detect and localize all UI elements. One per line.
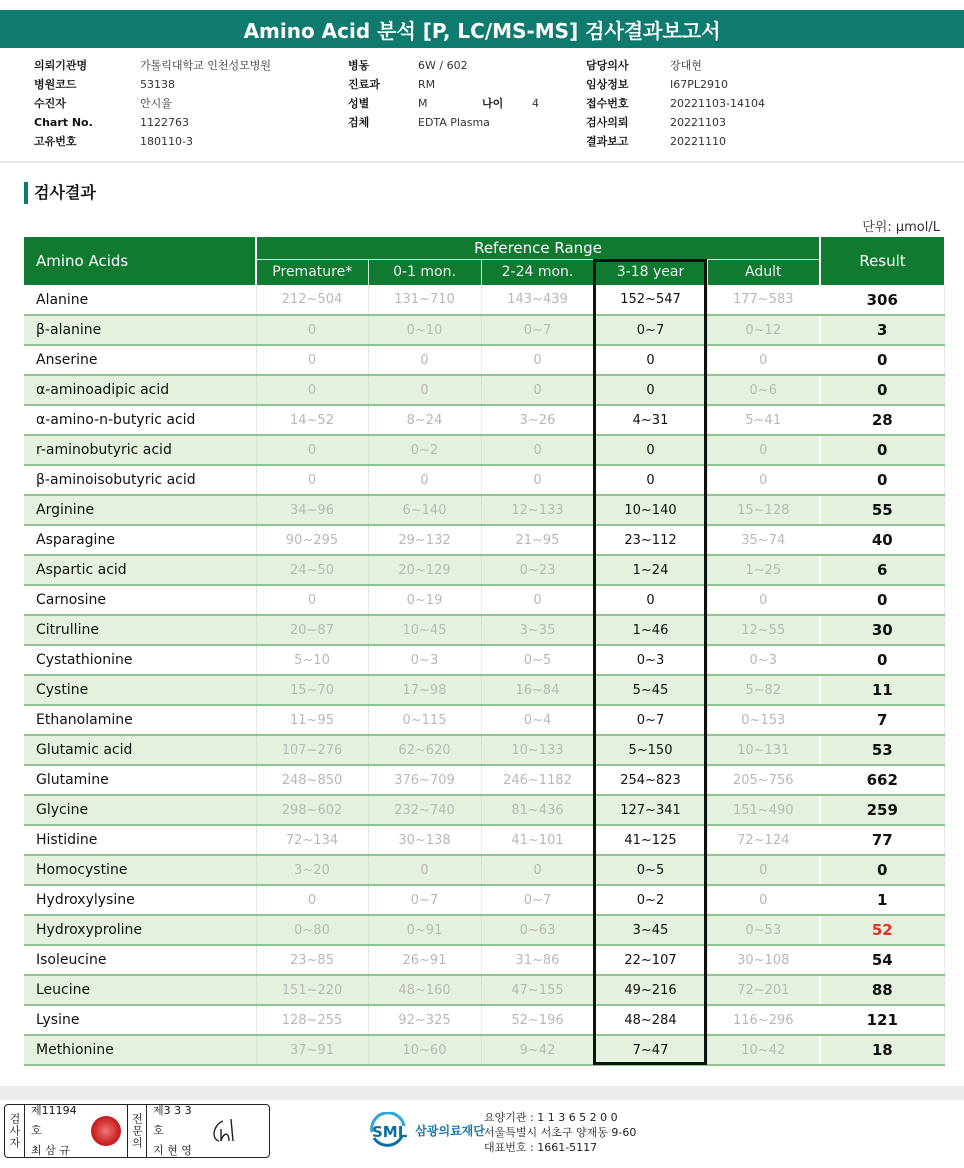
reference-value: 15~70	[256, 675, 368, 705]
reference-value: 5~45	[594, 675, 707, 705]
amino-acid-name: Cystine	[24, 675, 256, 705]
reference-value: 0~7	[594, 705, 707, 735]
reference-value: 0	[707, 345, 820, 375]
reference-value: 0	[481, 465, 594, 495]
reference-value: 34~96	[256, 495, 368, 525]
result-value: 54	[820, 945, 944, 975]
amino-acid-name: Hydroxyproline	[24, 915, 256, 945]
header-ref-column: 0-1 mon.	[368, 259, 481, 285]
amino-acid-name: β-alanine	[24, 315, 256, 345]
results-body	[24, 285, 944, 1065]
reference-value: 29~132	[368, 525, 481, 555]
reference-value: 107~276	[256, 735, 368, 765]
footer-line: 요양기관 : 1 1 3 6 5 2 0 0	[484, 1111, 618, 1124]
result-value: 662	[820, 765, 944, 795]
table-row	[24, 375, 944, 405]
amino-acid-name: α-amino-n-butyric acid	[24, 405, 256, 435]
table-row	[24, 945, 944, 975]
reference-value: 0~80	[256, 915, 368, 945]
result-value: 0	[820, 855, 944, 885]
table-row	[24, 465, 944, 495]
reference-value: 248~850	[256, 765, 368, 795]
table-row	[24, 435, 944, 465]
result-value: 11	[820, 675, 944, 705]
reference-value: 0~91	[368, 915, 481, 945]
header-result: Result	[820, 237, 944, 285]
table-row	[24, 525, 944, 555]
amino-acid-name: Asparagine	[24, 525, 256, 555]
reference-value: 0~19	[368, 585, 481, 615]
info-column-3	[586, 56, 765, 151]
result-value: 77	[820, 825, 944, 855]
reference-value: 0	[481, 855, 594, 885]
reference-value: 128~255	[256, 1005, 368, 1035]
signature-icon	[205, 1111, 241, 1151]
amino-acid-name: α-aminoadipic acid	[24, 375, 256, 405]
reference-value: 48~284	[594, 1005, 707, 1035]
table-row	[24, 405, 944, 435]
result-value: 18	[820, 1035, 944, 1065]
reference-value: 0~3	[594, 645, 707, 675]
reference-value: 41~125	[594, 825, 707, 855]
reference-value: 90~295	[256, 525, 368, 555]
reference-value: 24~50	[256, 555, 368, 585]
info-row: 접수번호 20221103-14104	[586, 97, 765, 110]
result-value: 121	[820, 1005, 944, 1035]
result-value: 52	[820, 915, 944, 945]
logo-icon	[368, 1112, 408, 1148]
reference-value: 0	[256, 465, 368, 495]
amino-acid-name: Glycine	[24, 795, 256, 825]
reference-value: 26~91	[368, 945, 481, 975]
info-row: 병동 6W / 602	[348, 59, 468, 72]
table-row	[24, 885, 944, 915]
reference-value: 21~95	[481, 525, 594, 555]
table-row	[24, 795, 944, 825]
table-row	[24, 915, 944, 945]
reference-value: 52~196	[481, 1005, 594, 1035]
reference-value: 0~153	[707, 705, 820, 735]
amino-acid-name: Citrulline	[24, 615, 256, 645]
result-value: 0	[820, 375, 944, 405]
reference-value: 0	[368, 855, 481, 885]
reference-value: 8~24	[368, 405, 481, 435]
table-row	[24, 765, 944, 795]
amino-acid-name: r-aminobutyric acid	[24, 435, 256, 465]
reference-value: 0~7	[481, 315, 594, 345]
reference-value: 0~63	[481, 915, 594, 945]
reference-value: 0~5	[481, 645, 594, 675]
reference-value: 37~91	[256, 1035, 368, 1065]
seal-stamp	[91, 1116, 121, 1146]
divider	[0, 161, 964, 163]
reference-value: 0	[481, 585, 594, 615]
reference-value: 17~98	[368, 675, 481, 705]
table-row	[24, 975, 944, 1005]
reference-value: 0~4	[481, 705, 594, 735]
footer-band	[0, 1086, 964, 1100]
amino-acid-name: Carnosine	[24, 585, 256, 615]
amino-acid-name: Glutamine	[24, 765, 256, 795]
reference-value: 20~87	[256, 615, 368, 645]
reference-value: 3~20	[256, 855, 368, 885]
reference-value: 23~112	[594, 525, 707, 555]
results-table	[24, 237, 945, 1066]
reference-value: 127~341	[594, 795, 707, 825]
reference-value: 15~128	[707, 495, 820, 525]
reference-value: 0	[368, 465, 481, 495]
reference-value: 0	[707, 465, 820, 495]
info-row: 검사의뢰 20221103	[586, 116, 726, 129]
reference-value: 0	[707, 435, 820, 465]
reference-value: 35~74	[707, 525, 820, 555]
reference-value: 30~108	[707, 945, 820, 975]
amino-acid-name: Isoleucine	[24, 945, 256, 975]
info-row: 성별 M 나이 4	[348, 94, 539, 113]
reference-value: 72~134	[256, 825, 368, 855]
reference-value: 0	[594, 345, 707, 375]
reference-value: 0~53	[707, 915, 820, 945]
reference-value: 0	[256, 435, 368, 465]
result-value: 88	[820, 975, 944, 1005]
result-value: 28	[820, 405, 944, 435]
info-column-2	[348, 56, 539, 132]
reference-value: 0~115	[368, 705, 481, 735]
result-value: 0	[820, 435, 944, 465]
footer-info	[484, 1110, 636, 1155]
reference-value: 22~107	[594, 945, 707, 975]
reference-value: 254~823	[594, 765, 707, 795]
footer-logo	[368, 1112, 485, 1148]
logo-text: SML	[372, 1123, 408, 1141]
table-row	[24, 855, 944, 885]
signer-2	[147, 1105, 205, 1157]
amino-acid-name: Ethanolamine	[24, 705, 256, 735]
header-ref-column: 2-24 mon.	[481, 259, 594, 285]
reference-value: 0~7	[368, 885, 481, 915]
reference-value: 7~47	[594, 1035, 707, 1065]
result-value: 7	[820, 705, 944, 735]
reference-value: 0	[594, 435, 707, 465]
reference-value: 14~52	[256, 405, 368, 435]
reference-value: 3~35	[481, 615, 594, 645]
table-row	[24, 645, 944, 675]
reference-value: 16~84	[481, 675, 594, 705]
reference-value: 10~131	[707, 735, 820, 765]
reference-value: 23~85	[256, 945, 368, 975]
info-row: 임상정보 I67PL2910	[586, 78, 728, 91]
section-title: 검사결과	[24, 182, 96, 204]
report-title: Amino Acid 분석 [P, LC/MS-MS] 검사결과보고서	[0, 10, 964, 48]
org-name: 삼광의료재단	[415, 1123, 485, 1138]
amino-acid-name: Arginine	[24, 495, 256, 525]
reference-value: 47~155	[481, 975, 594, 1005]
result-value: 259	[820, 795, 944, 825]
footer-line: 대표번호 : 1661-5117	[484, 1141, 598, 1154]
reference-value: 0~2	[368, 435, 481, 465]
signer-1-number: 제11194호	[31, 1104, 77, 1137]
result-value: 3	[820, 315, 944, 345]
reference-value: 116~296	[707, 1005, 820, 1035]
info-row: 의뢰기관명 가톨릭대학교 인천성모병원	[34, 59, 272, 72]
info-row: 결과보고 20221110	[586, 135, 726, 148]
reference-value: 12~133	[481, 495, 594, 525]
reference-value: 0	[368, 375, 481, 405]
reference-value: 10~42	[707, 1035, 820, 1065]
table-row	[24, 1005, 944, 1035]
reference-value: 3~26	[481, 405, 594, 435]
amino-acid-name: Glutamic acid	[24, 735, 256, 765]
reference-value: 4~31	[594, 405, 707, 435]
reference-value: 5~10	[256, 645, 368, 675]
amino-acid-name: Cystathionine	[24, 645, 256, 675]
amino-acid-name: Histidine	[24, 825, 256, 855]
info-column-1	[34, 56, 271, 151]
reference-value: 0~6	[707, 375, 820, 405]
reference-value: 246~1182	[481, 765, 594, 795]
amino-acid-name: Anserine	[24, 345, 256, 375]
unit-label: 단위: μmol/L	[862, 220, 940, 235]
reference-value: 1~46	[594, 615, 707, 645]
reference-value: 376~709	[368, 765, 481, 795]
result-value: 55	[820, 495, 944, 525]
table-row	[24, 705, 944, 735]
reference-value: 0	[707, 855, 820, 885]
reference-value: 212~504	[256, 285, 368, 315]
reference-value: 0	[594, 465, 707, 495]
reference-value: 20~129	[368, 555, 481, 585]
reference-value: 0	[481, 435, 594, 465]
reference-value: 0~7	[481, 885, 594, 915]
reference-value: 0~2	[594, 885, 707, 915]
reference-value: 0	[594, 585, 707, 615]
table-row	[24, 735, 944, 765]
info-row: 검체 EDTA Plasma	[348, 116, 490, 129]
reference-value: 11~95	[256, 705, 368, 735]
age-label: 나이	[482, 97, 504, 110]
table-row	[24, 315, 944, 345]
reference-value: 92~325	[368, 1005, 481, 1035]
reference-value: 0	[256, 375, 368, 405]
results-table-wrap	[24, 237, 944, 1066]
header-ref-column: 3-18 year	[594, 259, 707, 285]
signer-2-label: 전문의	[127, 1105, 147, 1157]
reference-value: 81~436	[481, 795, 594, 825]
info-row: 진료과 RM	[348, 78, 436, 91]
info-row: 병원코드 53138	[34, 78, 175, 91]
reference-value: 72~201	[707, 975, 820, 1005]
reference-value: 0	[481, 345, 594, 375]
reference-value: 232~740	[368, 795, 481, 825]
table-row	[24, 345, 944, 375]
signer-2-number: 제3 3 3 호	[153, 1104, 192, 1137]
reference-value: 10~60	[368, 1035, 481, 1065]
reference-value: 62~620	[368, 735, 481, 765]
table-row	[24, 585, 944, 615]
reference-value: 1~24	[594, 555, 707, 585]
reference-value: 30~138	[368, 825, 481, 855]
result-value: 306	[820, 285, 944, 315]
reference-value: 0	[481, 375, 594, 405]
reference-value: 6~140	[368, 495, 481, 525]
reference-value: 48~160	[368, 975, 481, 1005]
age-value: 4	[532, 97, 539, 110]
amino-acid-name: Hydroxylysine	[24, 885, 256, 915]
amino-acid-name: Alanine	[24, 285, 256, 315]
header-ref-column: Premature*	[256, 259, 368, 285]
result-value: 0	[820, 345, 944, 375]
reference-value: 0	[707, 885, 820, 915]
result-value: 30	[820, 615, 944, 645]
signer-1-label: 검사자	[5, 1105, 25, 1157]
reference-value: 0	[256, 345, 368, 375]
reference-value: 10~45	[368, 615, 481, 645]
reference-value: 0	[256, 315, 368, 345]
signature-box	[4, 1104, 270, 1158]
amino-acid-name: Homocystine	[24, 855, 256, 885]
reference-value: 143~439	[481, 285, 594, 315]
reference-value: 205~756	[707, 765, 820, 795]
reference-value: 49~216	[594, 975, 707, 1005]
signer-1	[25, 1105, 85, 1157]
table-row	[24, 615, 944, 645]
table-row	[24, 1035, 944, 1065]
signer-1-name: 최 삼 규	[31, 1144, 70, 1157]
reference-value: 5~150	[594, 735, 707, 765]
reference-value: 0~5	[594, 855, 707, 885]
reference-value: 0	[368, 345, 481, 375]
reference-value: 0~12	[707, 315, 820, 345]
reference-value: 151~220	[256, 975, 368, 1005]
amino-acid-name: Aspartic acid	[24, 555, 256, 585]
result-value: 1	[820, 885, 944, 915]
reference-value: 0~10	[368, 315, 481, 345]
reference-value: 10~133	[481, 735, 594, 765]
patient-info	[0, 56, 964, 152]
info-row: Chart No. 1122763	[34, 116, 189, 129]
amino-acid-name: Leucine	[24, 975, 256, 1005]
header-reference-range: Reference Range	[256, 237, 820, 259]
amino-acid-name: Methionine	[24, 1035, 256, 1065]
table-row	[24, 495, 944, 525]
reference-value: 5~82	[707, 675, 820, 705]
reference-value: 72~124	[707, 825, 820, 855]
table-row	[24, 675, 944, 705]
amino-acid-name: Lysine	[24, 1005, 256, 1035]
result-value: 40	[820, 525, 944, 555]
result-value: 6	[820, 555, 944, 585]
table-row	[24, 555, 944, 585]
header-amino-acids: Amino Acids	[24, 237, 256, 285]
table-row	[24, 285, 944, 315]
reference-value: 0~3	[707, 645, 820, 675]
reference-value: 0	[594, 375, 707, 405]
reference-value: 5~41	[707, 405, 820, 435]
info-row: 수진자 안시율	[34, 97, 172, 110]
reference-value: 298~602	[256, 795, 368, 825]
reference-value: 31~86	[481, 945, 594, 975]
footer-line: 서울특별시 서초구 양재동 9-60	[484, 1126, 637, 1139]
reference-value: 151~490	[707, 795, 820, 825]
reference-value: 0~7	[594, 315, 707, 345]
result-value: 53	[820, 735, 944, 765]
reference-value: 177~583	[707, 285, 820, 315]
result-value: 0	[820, 585, 944, 615]
header-ref-column: Adult	[707, 259, 820, 285]
reference-value: 9~42	[481, 1035, 594, 1065]
amino-acid-name: β-aminoisobutyric acid	[24, 465, 256, 495]
reference-value: 0	[256, 585, 368, 615]
result-value: 0	[820, 645, 944, 675]
reference-value: 131~710	[368, 285, 481, 315]
reference-value: 12~55	[707, 615, 820, 645]
signer-2-name: 지 현 영	[153, 1144, 192, 1157]
reference-value: 1~25	[707, 555, 820, 585]
info-row: 담당의사 장대현	[586, 59, 702, 72]
reference-value: 0	[707, 585, 820, 615]
reference-value: 41~101	[481, 825, 594, 855]
result-value: 0	[820, 465, 944, 495]
reference-value: 10~140	[594, 495, 707, 525]
reference-value: 0~3	[368, 645, 481, 675]
reference-value: 0	[256, 885, 368, 915]
reference-value: 0~23	[481, 555, 594, 585]
reference-value: 3~45	[594, 915, 707, 945]
table-row	[24, 825, 944, 855]
info-row: 고유번호 180110-3	[34, 135, 193, 148]
reference-value: 152~547	[594, 285, 707, 315]
